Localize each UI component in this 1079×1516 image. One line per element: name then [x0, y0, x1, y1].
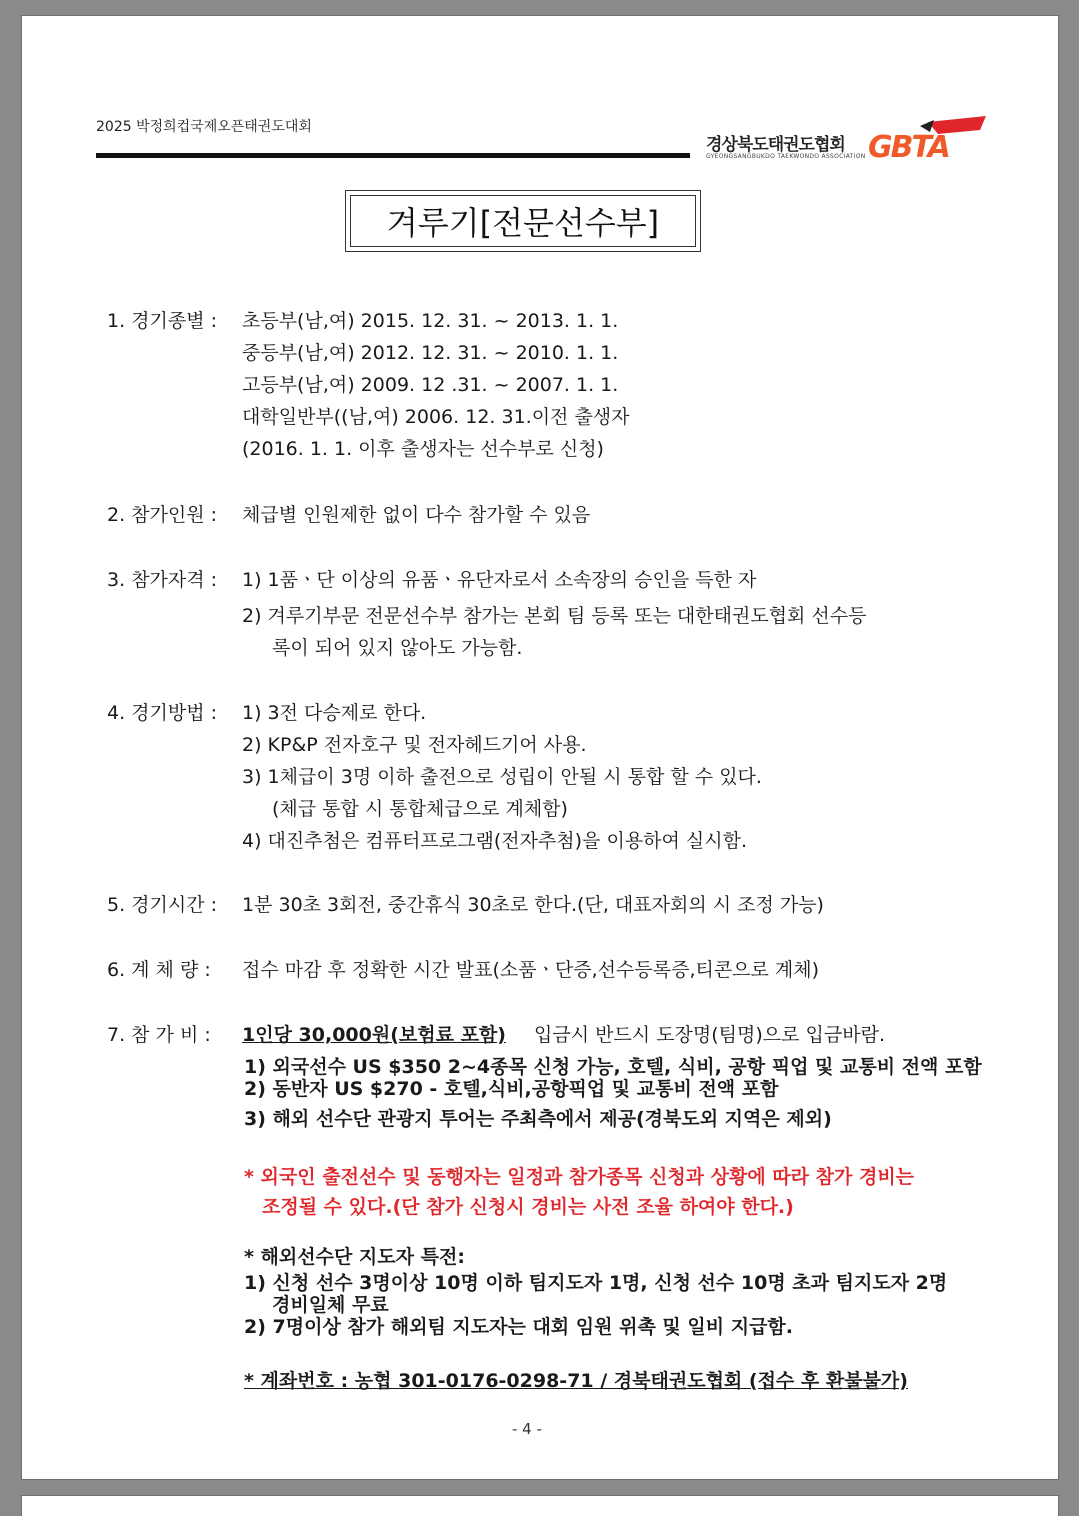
logo-mark-text: GBTA	[868, 130, 949, 165]
section-4-label: 4. 경기방법 :	[107, 702, 218, 724]
leader-benefit-title: * 해외선수단 지도자 특전:	[244, 1246, 465, 1268]
warning-line: 조정될 수 있다.(단 참가 신청시 경비는 사전 조율 하여야 한다.)	[262, 1196, 794, 1218]
section-1-line: 중등부(남,여) 2012. 12. 31. ~ 2010. 1. 1.	[242, 342, 619, 364]
section-3-label: 3. 참가자격 :	[107, 569, 218, 591]
logo-english-text: GYEONGSANGBUKDO TAEKWONDO ASSOCIATION	[706, 153, 866, 160]
event-title: 2025 박정희컵국제오픈태권도대회	[96, 119, 312, 135]
bank-account: * 계좌번호 : 농협 301-0176-0298-71 / 경북태권도협회 (접수 후 환불불가)	[244, 1370, 908, 1392]
logo-korean-text: 경상북도태권도협회	[706, 135, 845, 155]
section-1-line: (2016. 1. 1. 이후 출생자는 선수부로 신청)	[242, 438, 604, 460]
page-number: - 4 -	[512, 1420, 542, 1438]
leader-benefit-line: 2) 7명이상 참가 해외팀 지도자는 대회 임원 위촉 및 일비 지급함.	[244, 1316, 793, 1338]
leader-benefit-line: 1) 신청 선수 3명이상 10명 이하 팀지도자 1명, 신청 선수 10명 초과 팀지도자 2명	[244, 1272, 948, 1294]
entry-fee-note: 입금시 반드시 도장명(팀명)으로 입금바람.	[534, 1024, 886, 1046]
association-logo	[702, 114, 992, 166]
section-4-line: (체급 통합 시 통합체급으로 계체함)	[272, 798, 568, 820]
leader-benefit-line: 경비일체 무료	[272, 1294, 389, 1316]
section-4-line: 3) 1체급이 3명 이하 출전으로 성립이 안될 시 통합 할 수 있다.	[242, 766, 762, 788]
section-2-label: 2. 참가인원 :	[107, 504, 218, 526]
section-6-text: 접수 마감 후 정확한 시간 발표(소품ㆍ단증,선수등록증,티콘으로 계체)	[242, 959, 820, 981]
warning-line: * 외국인 출전선수 및 동행자는 일정과 참가종목 신청과 상황에 따라 참가 경비는	[244, 1166, 915, 1188]
fee-item: 2) 동반자 US $270 - 호텔,식비,공항픽업 및 교통비 전액 포함	[244, 1078, 779, 1100]
section-4-line: 2) KP&P 전자호구 및 전자헤드기어 사용.	[242, 734, 587, 756]
section-3-line: 2) 겨루기부문 전문선수부 참가는 본회 팀 등록 또는 대한태권도협회 선수등	[242, 605, 867, 627]
document-page	[22, 16, 1058, 1479]
fee-item: 3) 해외 선수단 관광지 투어는 주최측에서 제공(경북도외 지역은 제외)	[244, 1108, 832, 1130]
next-page-edge	[22, 1496, 1058, 1516]
section-4-line: 4) 대진추첨은 컴퓨터프로그램(전자추첨)을 이용하여 실시함.	[242, 830, 748, 852]
section-1-line: 대학일반부((남,여) 2006. 12. 31.이전 출생자	[242, 406, 630, 428]
section-3-line: 록이 되어 있지 않아도 가능함.	[272, 637, 523, 659]
section-1-line: 고등부(남,여) 2009. 12 .31. ~ 2007. 1. 1.	[242, 374, 619, 396]
page-title: 겨루기[전문선수부]	[350, 195, 696, 247]
section-2-text: 체급별 인원제한 없이 다수 참가할 수 있음	[242, 504, 591, 526]
section-7-label: 7. 참 가 비 :	[107, 1024, 211, 1046]
section-6-label: 6. 계 체 량 :	[107, 959, 211, 981]
section-4-line: 1) 3전 다승제로 한다.	[242, 702, 427, 724]
header-rule	[96, 153, 690, 158]
section-5-text: 1분 30초 3회전, 중간휴식 30초로 한다.(단, 대표자회의 시 조정 가능)	[242, 894, 824, 916]
title-box	[345, 190, 701, 252]
section-5-label: 5. 경기시간 :	[107, 894, 218, 916]
section-1-label: 1. 경기종별 :	[107, 310, 218, 332]
gbta-logo-icon	[868, 116, 992, 168]
section-1-line: 초등부(남,여) 2015. 12. 31. ~ 2013. 1. 1.	[242, 310, 619, 332]
section-3-line: 1) 1품ㆍ단 이상의 유품ㆍ유단자로서 소속장의 승인을 득한 자	[242, 569, 757, 591]
entry-fee: 1인당 30,000원(보험료 포함)	[242, 1024, 506, 1046]
fee-item: 1) 외국선수 US $350 2~4종목 신청 가능, 호텔, 식비, 공항 픽업 및 교통비 전액 포함	[244, 1056, 982, 1078]
